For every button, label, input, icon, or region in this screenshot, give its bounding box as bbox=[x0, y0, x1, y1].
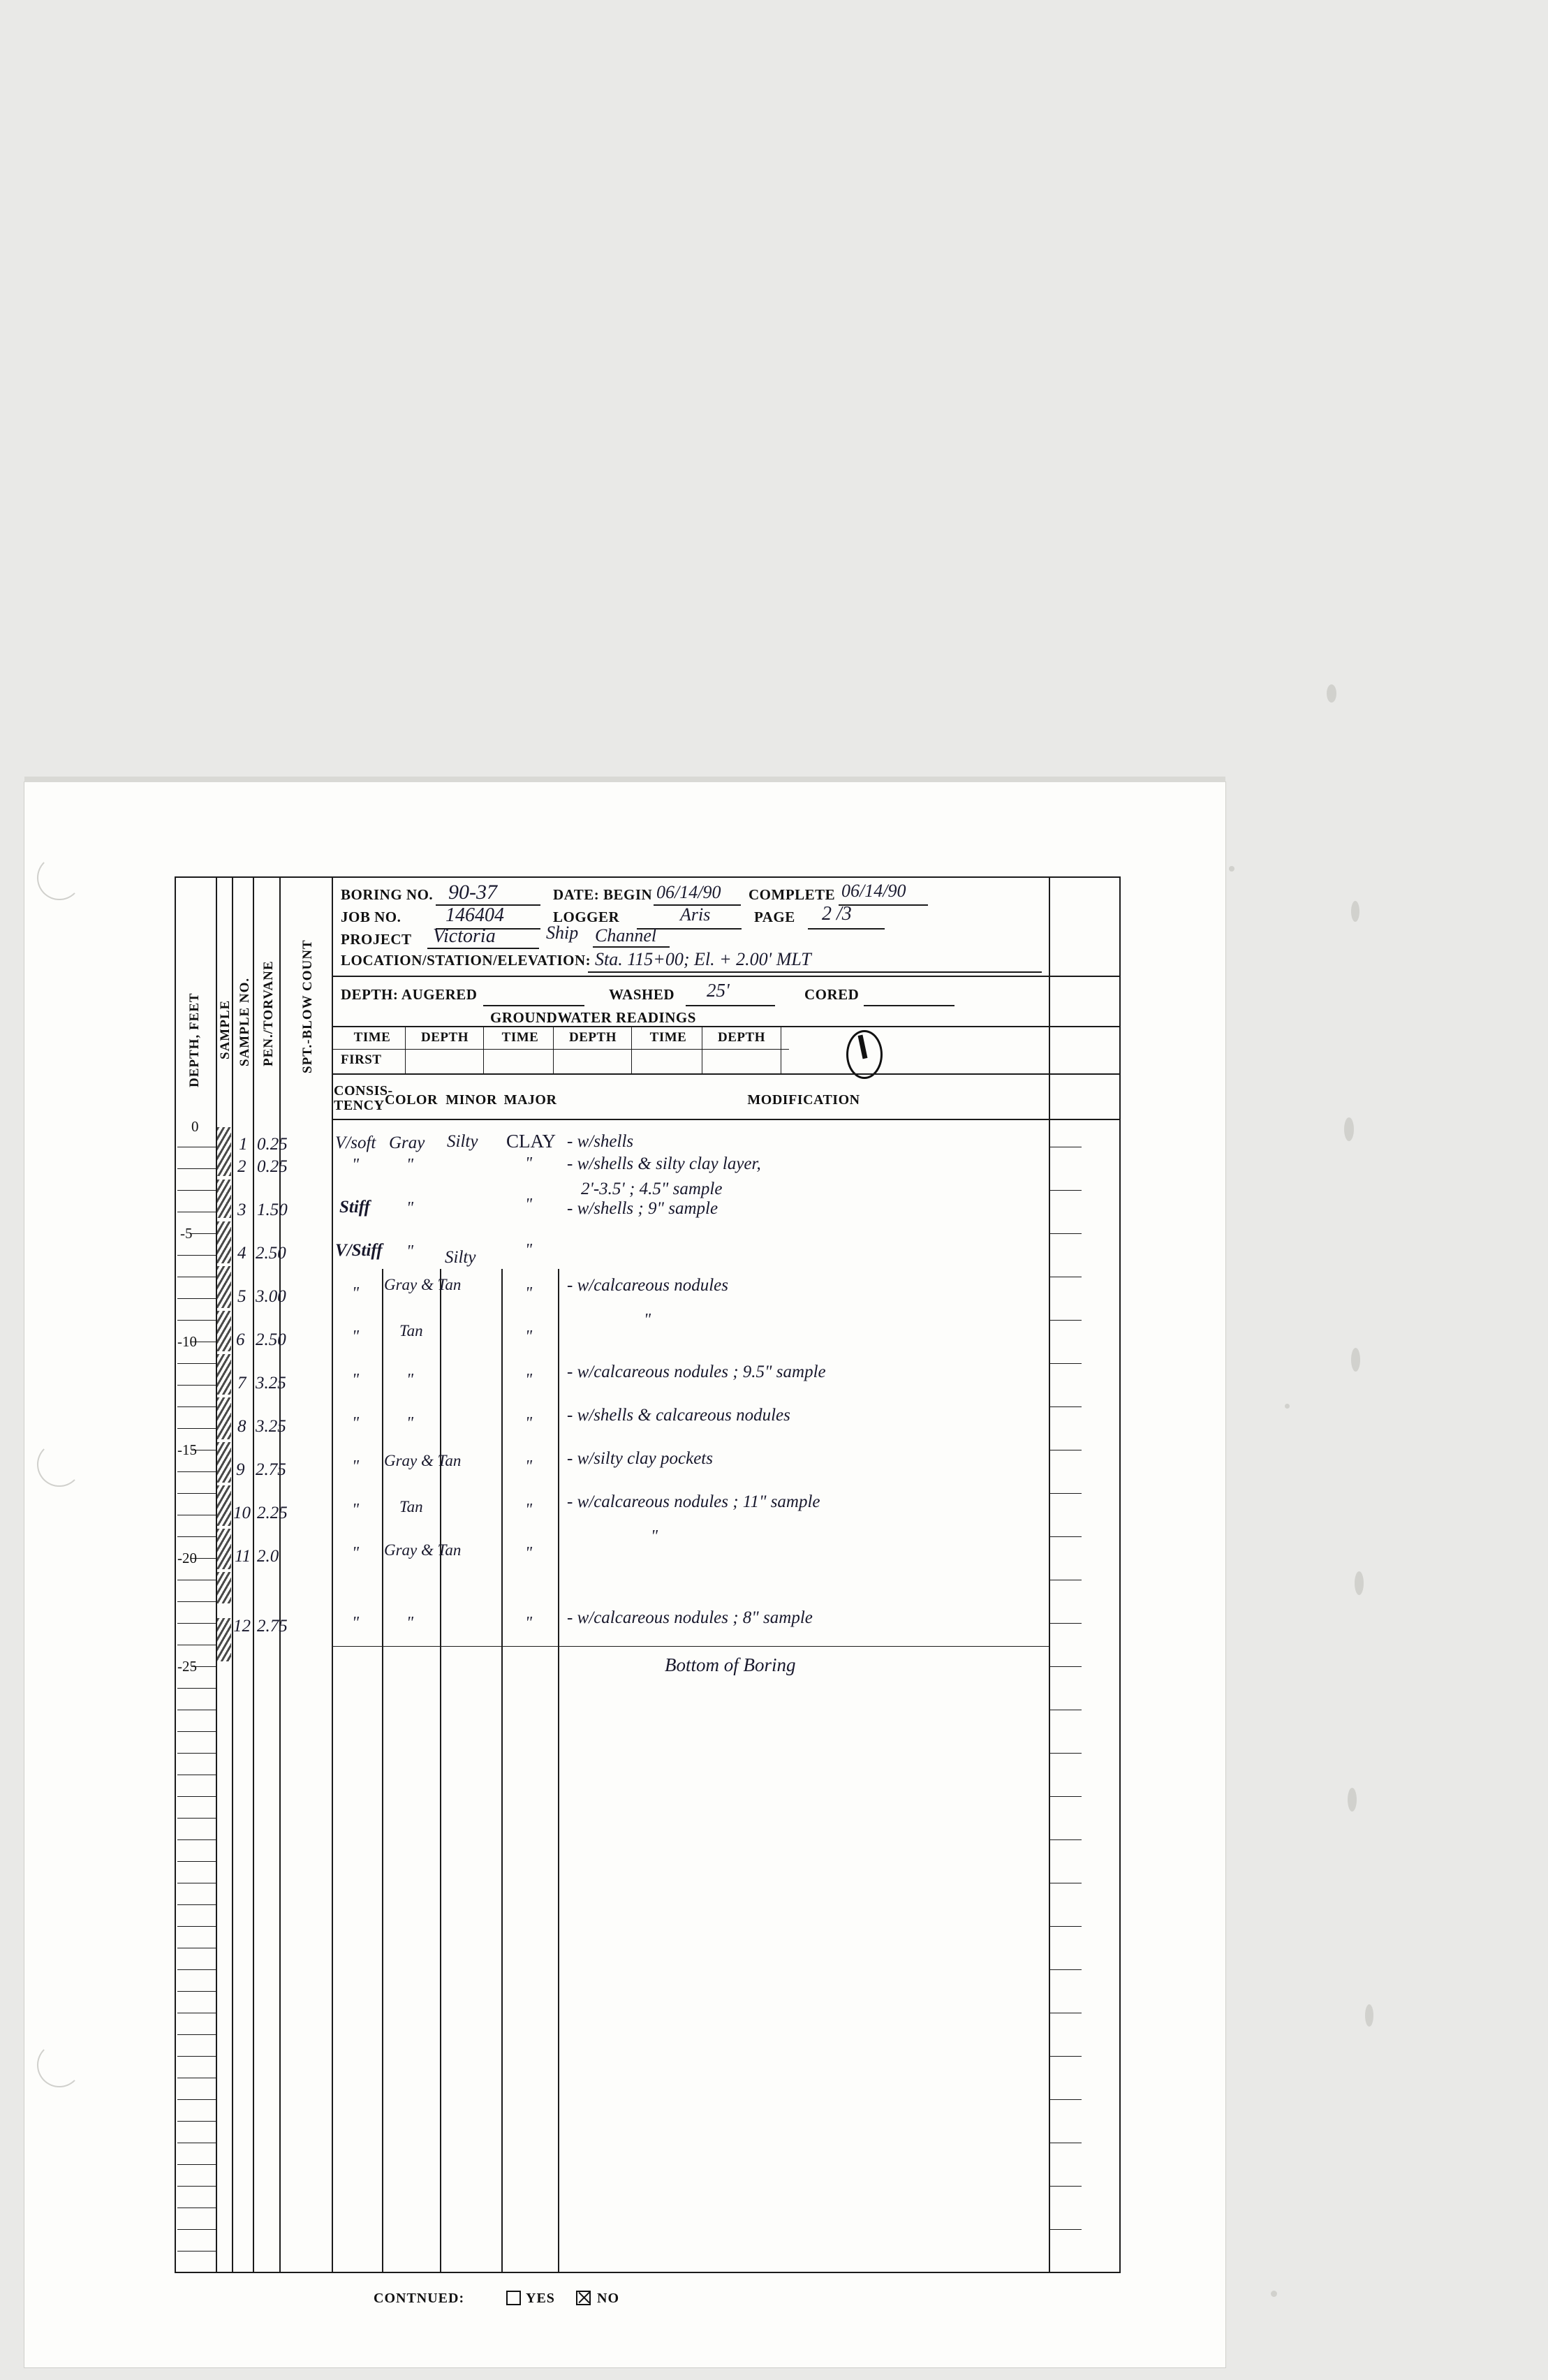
gw-rule-3 bbox=[553, 1026, 554, 1073]
sample-consistency: " bbox=[352, 1414, 360, 1432]
log-frame bbox=[175, 876, 1121, 2273]
sample-modification: - w/shells & silty clay layer, bbox=[567, 1154, 761, 1173]
punch-hole bbox=[37, 855, 82, 900]
sample-color: " bbox=[406, 1156, 414, 1174]
depth-tick bbox=[177, 1753, 216, 1754]
boring-log-sheet bbox=[24, 782, 1225, 2367]
rule-gw-bottom bbox=[332, 1073, 1119, 1075]
sample-color: " bbox=[406, 1614, 414, 1632]
col-rule-sample bbox=[232, 878, 233, 2272]
depth-tick bbox=[177, 1493, 216, 1494]
depth-tick bbox=[177, 1796, 216, 1797]
gw-col-depth-2: DEPTH bbox=[569, 1030, 617, 1045]
rule-augered bbox=[483, 1005, 584, 1006]
sample-no: 8 bbox=[237, 1417, 246, 1436]
depth-label-5: -5 bbox=[180, 1225, 193, 1242]
sample-major: " bbox=[525, 1284, 533, 1302]
sample-consistency: " bbox=[352, 1457, 360, 1476]
label-page: PAGE bbox=[754, 909, 795, 925]
value-washed: 25' bbox=[707, 980, 730, 1001]
scan-speckle bbox=[1351, 901, 1359, 922]
sample-modification: - w/silty clay pockets bbox=[567, 1449, 713, 1468]
depth-tick bbox=[177, 1904, 216, 1905]
sample-major: " bbox=[525, 1414, 533, 1432]
right-tick bbox=[1050, 1320, 1082, 1321]
depth-tick bbox=[177, 2186, 216, 2187]
depth-tick bbox=[177, 2251, 216, 2252]
gw-row-first-label: FIRST bbox=[341, 1052, 382, 1067]
sidelabel-sample: SAMPLE bbox=[218, 999, 233, 1059]
scan-speckle bbox=[1344, 1117, 1354, 1141]
label-washed: WASHED bbox=[609, 986, 675, 1003]
sample-color: Gray & Tan bbox=[384, 1452, 462, 1469]
sample-consistency: " bbox=[352, 1501, 360, 1519]
depth-tick bbox=[177, 1298, 216, 1299]
scan-speckle bbox=[1348, 1788, 1357, 1812]
colheader-major: MAJOR bbox=[503, 1092, 557, 1108]
sidelabel-depth-feet: DEPTH, FEET bbox=[187, 992, 202, 1087]
scan-speckle bbox=[1351, 1348, 1360, 1372]
depth-tick bbox=[177, 1688, 216, 1689]
depth-tick bbox=[177, 1818, 216, 1819]
sample-no: 12 bbox=[233, 1617, 251, 1636]
depth-tick bbox=[177, 1601, 216, 1602]
scan-speckle bbox=[1271, 2291, 1277, 2297]
punch-hole bbox=[37, 2043, 82, 2087]
sample-major: " bbox=[525, 1196, 533, 1214]
rule-complete bbox=[839, 904, 928, 906]
sample-consistency: " bbox=[352, 1544, 360, 1562]
depth-tick bbox=[177, 1926, 216, 1927]
sample-no: 4 bbox=[237, 1244, 246, 1263]
rule-project bbox=[427, 948, 539, 949]
right-tick bbox=[1050, 1363, 1082, 1364]
sample-pen: 3.25 bbox=[256, 1374, 286, 1393]
sidelabel-sample-no: SAMPLE NO. bbox=[237, 977, 252, 1066]
depth-tick bbox=[177, 1385, 216, 1386]
sample-hatch bbox=[217, 1442, 231, 1483]
col-rule-blow bbox=[332, 878, 333, 2272]
sample-color: Gray & Tan bbox=[384, 1276, 462, 1293]
colheader-consistency-line1: CONSIS- bbox=[334, 1083, 393, 1099]
col-rule-major bbox=[558, 1269, 559, 2272]
sample-consistency: V/Stiff bbox=[335, 1241, 383, 1260]
colheader-consistency-line2: TENCY bbox=[334, 1098, 385, 1113]
scan-speckle bbox=[1229, 866, 1234, 872]
sample-modification: - w/shells bbox=[567, 1132, 634, 1151]
sample-color: " bbox=[406, 1414, 414, 1432]
sample-hatch bbox=[217, 1127, 231, 1176]
sample-consistency: " bbox=[352, 1156, 360, 1174]
value-logger: Aris bbox=[680, 904, 711, 925]
scan-speckle bbox=[1365, 2004, 1373, 2027]
depth-tick bbox=[177, 1428, 216, 1429]
depth-tick bbox=[177, 2121, 216, 2122]
gw-rule-4 bbox=[631, 1026, 632, 1073]
depth-tick bbox=[177, 1536, 216, 1537]
value-boring-no: 90-37 bbox=[448, 881, 497, 904]
sample-pen: 3.25 bbox=[256, 1417, 286, 1436]
sample-major: " bbox=[525, 1328, 533, 1346]
rule-gw-mid bbox=[332, 1049, 789, 1050]
sample-pen: 0.25 bbox=[257, 1157, 288, 1176]
label-job-no: JOB NO. bbox=[341, 909, 401, 925]
sample-hatch bbox=[217, 1485, 231, 1526]
label-location: LOCATION/STATION/ELEVATION: bbox=[341, 952, 591, 969]
sample-no: 1 bbox=[239, 1135, 248, 1154]
col-rule-modification-right bbox=[1049, 878, 1050, 2272]
sample-consistency: " bbox=[352, 1371, 360, 1389]
sample-major: CLAY bbox=[506, 1131, 556, 1152]
value-complete: 06/14/90 bbox=[841, 881, 906, 901]
col-rule-sampleno bbox=[253, 878, 254, 2272]
sample-no: 2 bbox=[237, 1157, 246, 1176]
sample-color: Tan bbox=[399, 1498, 423, 1515]
right-tick bbox=[1050, 1796, 1082, 1797]
right-tick bbox=[1050, 1493, 1082, 1494]
right-tick bbox=[1050, 1233, 1082, 1234]
depth-tick bbox=[177, 1839, 216, 1840]
sample-hatch bbox=[217, 1397, 231, 1439]
depth-tick bbox=[177, 2099, 216, 2100]
sample-hatch bbox=[217, 1266, 231, 1308]
rule-location bbox=[588, 971, 1042, 973]
value-location: Sta. 115+00; El. + 2.00' MLT bbox=[595, 949, 811, 969]
sample-color: Gray & Tan bbox=[384, 1541, 462, 1559]
gw-rule-2 bbox=[483, 1026, 484, 1073]
sample-pen: 2.75 bbox=[256, 1460, 286, 1479]
sample-pen: 2.0 bbox=[257, 1547, 279, 1566]
col-rule-minor bbox=[501, 1269, 503, 2272]
sample-hatch bbox=[217, 1221, 231, 1263]
right-tick bbox=[1050, 1839, 1082, 1840]
sample-consistency: " bbox=[352, 1614, 360, 1632]
sample-consistency: Stiff bbox=[339, 1198, 370, 1217]
sample-minor: Silty bbox=[447, 1132, 478, 1151]
depth-label-20: -20 bbox=[177, 1550, 197, 1566]
depth-tick bbox=[177, 1363, 216, 1364]
rule-project-2 bbox=[593, 946, 670, 948]
sample-pen: 2.25 bbox=[257, 1504, 288, 1522]
sample-modification: - w/calcareous nodules ; 11" sample bbox=[567, 1492, 820, 1511]
colheader-minor: MINOR bbox=[445, 1092, 497, 1108]
rule-cored bbox=[864, 1005, 954, 1006]
sample-hatch bbox=[217, 1572, 231, 1603]
right-tick bbox=[1050, 1623, 1082, 1624]
sample-modification: - w/shells & calcareous nodules bbox=[567, 1406, 790, 1425]
sample-consistency: V/soft bbox=[335, 1133, 376, 1152]
gw-col-time-2: TIME bbox=[501, 1030, 539, 1045]
sample-pen: 2.75 bbox=[257, 1617, 288, 1636]
sample-hatch bbox=[217, 1354, 231, 1395]
gw-col-depth-3: DEPTH bbox=[718, 1030, 765, 1045]
label-logger: LOGGER bbox=[553, 909, 620, 925]
checkbox-no[interactable] bbox=[576, 2291, 591, 2305]
depth-tick bbox=[177, 1190, 216, 1191]
well-symbol-icon bbox=[846, 1030, 883, 1079]
col-rule-color bbox=[440, 1269, 441, 2272]
scan-speckle bbox=[1285, 1404, 1290, 1409]
checkbox-yes[interactable] bbox=[506, 2291, 521, 2305]
depth-tick bbox=[177, 1969, 216, 1970]
sample-pen: 2.50 bbox=[256, 1330, 286, 1349]
sample-no: 7 bbox=[237, 1374, 246, 1393]
value-project: Victoria bbox=[433, 925, 496, 947]
gw-col-time-3: TIME bbox=[649, 1030, 687, 1045]
right-tick bbox=[1050, 2186, 1082, 2187]
sample-major: " bbox=[525, 1241, 533, 1259]
sample-pen: 3.00 bbox=[256, 1287, 286, 1306]
value-page: 2 /3 bbox=[822, 903, 852, 925]
right-tick bbox=[1050, 1190, 1082, 1191]
depth-label-15: -15 bbox=[177, 1441, 197, 1458]
groundwater-title: GROUNDWATER READINGS bbox=[490, 1009, 696, 1026]
scan-speckle bbox=[1327, 684, 1336, 703]
sample-major: " bbox=[525, 1371, 533, 1389]
sample-pen: 1.50 bbox=[257, 1200, 288, 1219]
depth-tick bbox=[177, 1471, 216, 1472]
sample-major: " bbox=[525, 1544, 533, 1562]
sample-minor: Silty bbox=[445, 1248, 476, 1267]
depth-tick bbox=[190, 1233, 216, 1234]
footer-yes-label: YES bbox=[526, 2291, 555, 2306]
colheader-color: COLOR bbox=[385, 1092, 438, 1108]
depth-tick bbox=[177, 1623, 216, 1624]
rule-gw-top bbox=[332, 1026, 1119, 1027]
rule-washed bbox=[686, 1005, 775, 1006]
sample-no: 10 bbox=[233, 1504, 251, 1522]
label-project: PROJECT bbox=[341, 931, 412, 948]
rule-header-bottom bbox=[332, 976, 1119, 977]
sample-color: Tan bbox=[399, 1322, 423, 1339]
label-depth-augered: DEPTH: AUGERED bbox=[341, 986, 478, 1003]
sample-modification: - w/calcareous nodules bbox=[567, 1276, 728, 1295]
gw-rule-1 bbox=[405, 1026, 406, 1073]
sample-modification: " bbox=[644, 1311, 651, 1329]
depth-tick bbox=[177, 1168, 216, 1169]
sample-color: Gray bbox=[389, 1133, 425, 1152]
sample-modification-cont: 2'-3.5' ; 4.5" sample bbox=[581, 1180, 723, 1198]
value-job-no: 146404 bbox=[445, 904, 504, 926]
sample-modification: " bbox=[651, 1527, 658, 1545]
sample-color: " bbox=[406, 1199, 414, 1217]
sample-hatch bbox=[217, 1311, 231, 1351]
sample-modification: - w/calcareous nodules ; 8" sample bbox=[567, 1608, 813, 1627]
gw-col-time-1: TIME bbox=[353, 1030, 391, 1045]
col-rule-pen bbox=[279, 878, 281, 2272]
depth-tick bbox=[177, 1255, 216, 1256]
sidelabel-spt-blow-count: SPT.-BLOW COUNT bbox=[300, 939, 315, 1073]
sample-no: 9 bbox=[236, 1460, 245, 1479]
label-boring-no: BORING NO. bbox=[341, 886, 434, 903]
right-tick bbox=[1050, 1926, 1082, 1927]
footer-continued-label: CONTNUED: bbox=[374, 2291, 465, 2306]
sample-major: " bbox=[525, 1154, 533, 1173]
label-date-begin: DATE: BEGIN bbox=[553, 886, 653, 903]
depth-tick bbox=[177, 1991, 216, 1992]
col-rule-consistency bbox=[382, 1269, 383, 2272]
colheader-modification: MODIFICATION bbox=[747, 1092, 860, 1108]
sample-no: 5 bbox=[237, 1287, 246, 1306]
depth-label-10: -10 bbox=[177, 1333, 197, 1350]
sample-major: " bbox=[525, 1457, 533, 1476]
sidelabel-pen-torvane: PEN./TORVANE bbox=[261, 960, 276, 1066]
right-tick bbox=[1050, 2229, 1082, 2230]
sample-consistency: " bbox=[352, 1328, 360, 1346]
colheader-consistency bbox=[334, 1083, 393, 1113]
sample-hatch bbox=[217, 1618, 231, 1661]
rule-bottom-of-boring bbox=[332, 1646, 1049, 1647]
rule-page bbox=[808, 928, 885, 930]
sample-hatch bbox=[217, 1180, 231, 1218]
depth-tick bbox=[177, 1320, 216, 1321]
right-tick bbox=[1050, 2056, 1082, 2057]
value-project-3: Channel bbox=[595, 925, 657, 946]
value-date-begin: 06/14/90 bbox=[656, 882, 721, 902]
sample-major: " bbox=[525, 1501, 533, 1519]
footer-no-label: NO bbox=[597, 2291, 619, 2306]
depth-label-0: 0 bbox=[191, 1118, 199, 1135]
punch-hole bbox=[37, 1442, 82, 1487]
depth-tick bbox=[177, 1861, 216, 1862]
sample-modification: - w/shells ; 9" sample bbox=[567, 1199, 718, 1218]
sample-no: 3 bbox=[237, 1200, 246, 1219]
sample-modification: - w/calcareous nodules ; 9.5" sample bbox=[567, 1362, 826, 1381]
sample-pen: 2.50 bbox=[256, 1244, 286, 1263]
depth-label-25: -25 bbox=[177, 1658, 197, 1675]
right-tick bbox=[1050, 2099, 1082, 2100]
depth-tick bbox=[177, 1406, 216, 1407]
sample-hatch bbox=[217, 1529, 231, 1569]
right-tick bbox=[1050, 1536, 1082, 1537]
depth-tick bbox=[177, 2164, 216, 2165]
rule-colheader-bottom bbox=[332, 1119, 1119, 1120]
sample-color: " bbox=[406, 1371, 414, 1389]
label-cored: CORED bbox=[804, 986, 860, 1003]
sample-no: 6 bbox=[236, 1330, 245, 1349]
sample-major: " bbox=[525, 1614, 533, 1632]
bottom-of-boring-note: Bottom of Boring bbox=[665, 1654, 796, 1675]
gw-col-depth-1: DEPTH bbox=[421, 1030, 469, 1045]
right-tick bbox=[1050, 1666, 1082, 1667]
sample-pen: 0.25 bbox=[257, 1135, 288, 1154]
depth-tick bbox=[177, 1731, 216, 1732]
depth-tick bbox=[177, 2034, 216, 2035]
scan-speckle bbox=[1355, 1571, 1364, 1595]
depth-tick bbox=[177, 2056, 216, 2057]
right-tick bbox=[1050, 1406, 1082, 1407]
sample-no: 11 bbox=[235, 1547, 251, 1566]
right-tick bbox=[1050, 1969, 1082, 1970]
label-complete: COMPLETE bbox=[749, 886, 836, 903]
sample-color: " bbox=[406, 1242, 414, 1261]
value-project-2: Ship bbox=[546, 923, 579, 943]
right-tick bbox=[1050, 1753, 1082, 1754]
depth-tick bbox=[177, 2229, 216, 2230]
sample-consistency: " bbox=[352, 1284, 360, 1302]
